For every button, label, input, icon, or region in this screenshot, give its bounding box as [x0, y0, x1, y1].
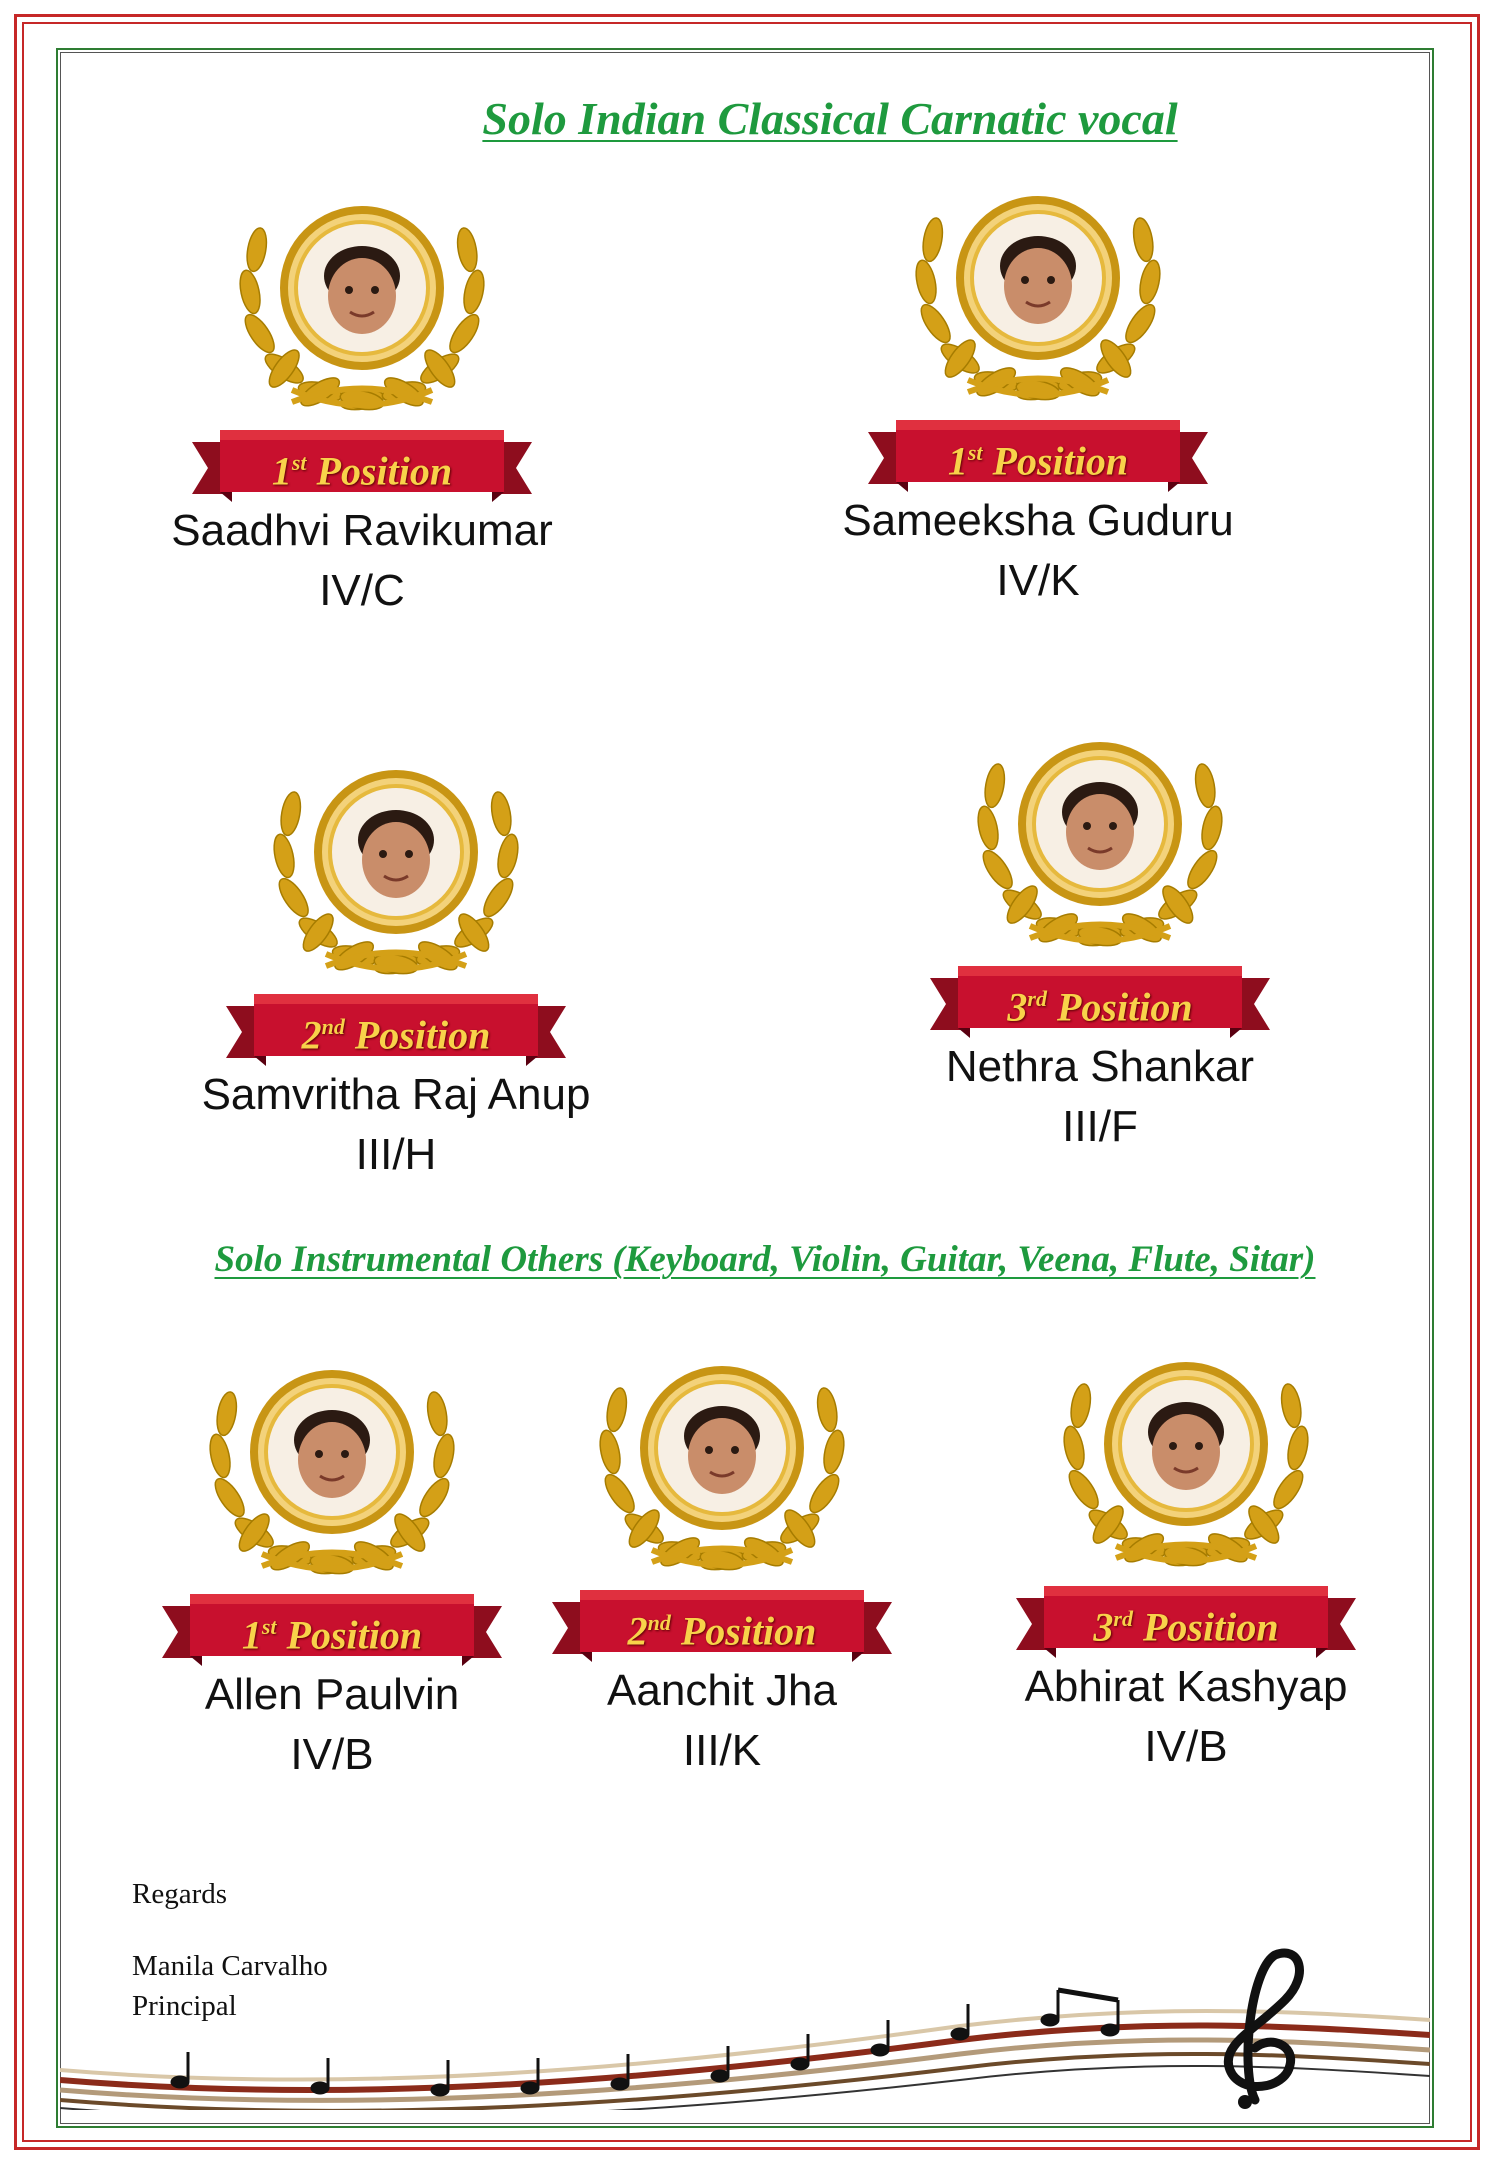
- winner-class: III/H: [355, 1130, 437, 1179]
- winner-class: IV/B: [1144, 1722, 1228, 1771]
- position-label: 3rd Position: [1093, 1604, 1279, 1650]
- position-label: 2nd Position: [627, 1608, 817, 1654]
- laurel-medal-photo: [582, 1330, 862, 1580]
- position-ribbon: [226, 988, 566, 1068]
- laurel-medal-photo: [1046, 1326, 1326, 1576]
- laurel-medal-photo: [898, 160, 1178, 410]
- winner-class: III/F: [1062, 1102, 1138, 1151]
- laurel-medal-photo: [960, 706, 1240, 956]
- section-title-carnatic-vocal: Solo Indian Classical Carnatic vocal: [482, 93, 1178, 144]
- position-ribbon: [930, 960, 1270, 1040]
- laurel-medal-photo: [256, 734, 536, 984]
- position-ribbon: [192, 424, 532, 504]
- position-ribbon: [868, 414, 1208, 494]
- winner-class: IV/K: [996, 556, 1080, 605]
- section-title-instrumental: Solo Instrumental Others (Keyboard, Violin, Guitar, Veena, Flute, Sitar): [214, 1239, 1316, 1280]
- position-ribbon: [162, 1588, 502, 1668]
- position-label: 1st Position: [241, 1612, 423, 1658]
- laurel-medal-photo: [222, 170, 502, 420]
- winner-name: Allen Paulvin: [204, 1670, 460, 1719]
- position-ribbon: [552, 1584, 892, 1664]
- laurel-medal-photo: [192, 1334, 472, 1584]
- winner-name: Samvritha Raj Anup: [201, 1070, 591, 1119]
- position-ribbon: [1016, 1580, 1356, 1660]
- treble-clef-icon: [1228, 1953, 1299, 2109]
- winner-class: IV/B: [290, 1730, 374, 1779]
- winner-name: Nethra Shankar: [945, 1042, 1255, 1091]
- winner-name: Sameeksha Guduru: [842, 496, 1234, 545]
- principal-name: Manila Carvalho: [132, 1950, 328, 1982]
- position-label: 3rd Position: [1007, 984, 1193, 1030]
- winner-class: III/K: [682, 1726, 762, 1775]
- position-label: 2nd Position: [301, 1012, 491, 1058]
- position-label: 1st Position: [271, 448, 453, 494]
- winner-name: Saadhvi Ravikumar: [171, 506, 553, 555]
- winner-name: Abhirat Kashyap: [1024, 1662, 1348, 1711]
- position-label: 1st Position: [947, 438, 1129, 484]
- principal-title: Principal: [132, 1990, 237, 2022]
- winner-name: Aanchit Jha: [607, 1666, 837, 1715]
- music-staff-decoration: [60, 1930, 1430, 2110]
- regards-text: Regards: [132, 1878, 228, 1910]
- winner-class: IV/C: [319, 566, 405, 615]
